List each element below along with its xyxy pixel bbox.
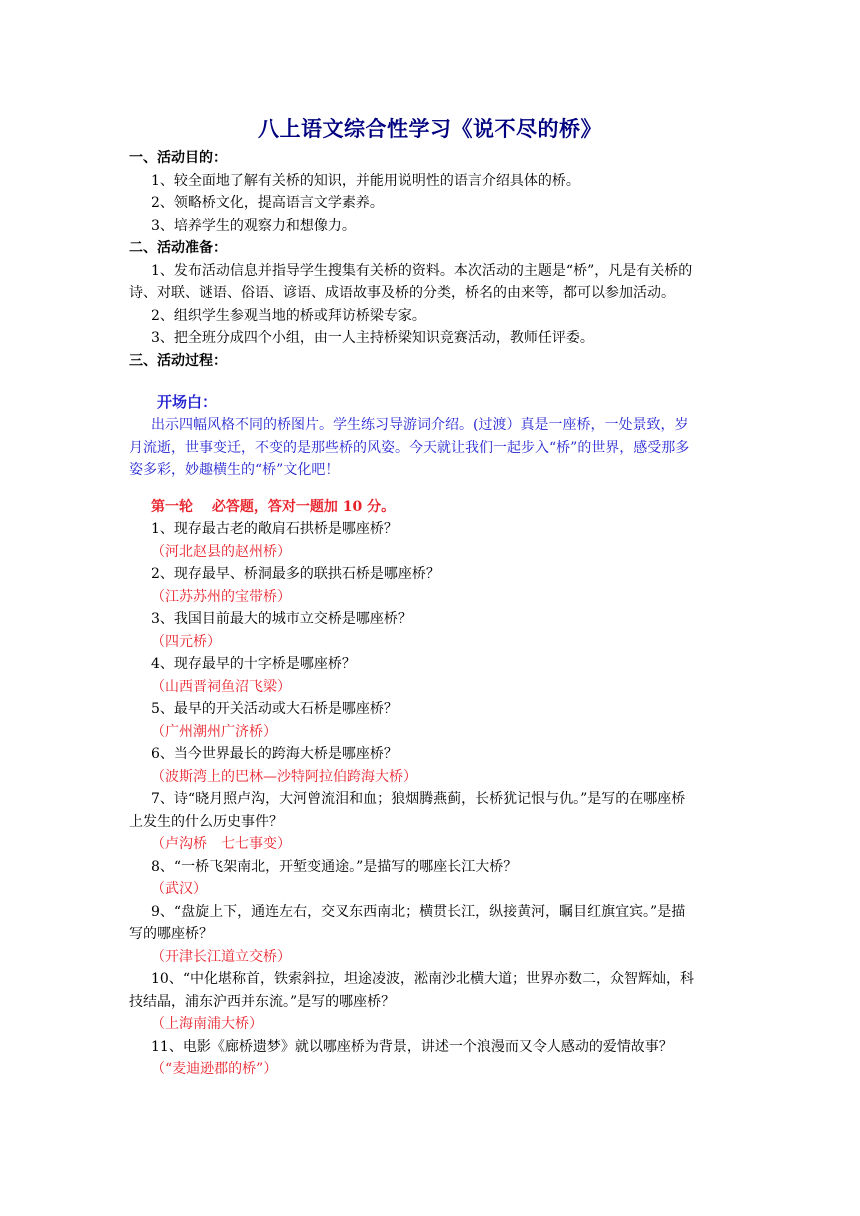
opening-heading: 开场白： xyxy=(157,393,218,411)
question: 9、“盘旋上下，通连左右，交叉东西南北；横贯长江，纵接黄河，瞩目红旗宜宾。”是描 xyxy=(151,903,686,920)
round-one-heading: 第一轮 必答题，答对一题加 10 分。 xyxy=(151,498,396,515)
answer: （卢沟桥 七七事变） xyxy=(151,836,291,852)
preparation-item-continued: 诗、对联、谜语、俗语、谚语、成语故事及桥的分类，桥名的由来等，都可以参加活动。 xyxy=(129,285,675,301)
section-heading-purpose: 一、活动目的： xyxy=(129,150,227,166)
opening-line: 姿多彩，妙趣横生的“桥”文化吧！ xyxy=(129,462,340,478)
question: 2、现存最早、桥洞最多的联拱石桥是哪座桥？ xyxy=(151,566,440,582)
answer: （上海南浦大桥） xyxy=(151,1016,263,1032)
answer: （四元桥） xyxy=(151,633,221,650)
question: 3、我国目前最大的城市立交桥是哪座桥？ xyxy=(151,611,412,627)
answer: （开津长江道立交桥） xyxy=(151,948,291,965)
section-heading-process: 三、活动过程： xyxy=(129,352,227,369)
purpose-item: 1、较全面地了解有关桥的知识，并能用说明性的语言介绍具体的桥。 xyxy=(151,172,580,189)
question: 1、现存最古老的敞肩石拱桥是哪座桥？ xyxy=(151,521,398,537)
question: 5、最早的开关活动或大石桥是哪座桥？ xyxy=(151,701,398,717)
document-title: 八上语文综合性学习《说不尽的桥》 xyxy=(258,116,602,141)
opening-line: 月流逝，世事变迁，不变的是那些桥的风姿。今天就让我们一起步入“桥”的世界，感受那多 xyxy=(129,439,690,456)
question: 10、“中化堪称首，铁索斜拉，坦途凌波，淞南沙北横大道；世界亦数二，众智辉灿，科 xyxy=(151,971,694,987)
document-body xyxy=(129,147,732,1081)
spacer xyxy=(129,482,732,496)
section-heading-preparation: 二、活动准备： xyxy=(129,240,227,256)
purpose-item: 2、领略桥文化，提高语言文学素养。 xyxy=(151,195,384,211)
answer: （武汉） xyxy=(151,881,207,897)
preparation-item: 3、把全班分成四个小组，由一人主持桥梁知识竞赛活动，教师任评委。 xyxy=(151,330,594,346)
question: 8、“一桥飞架南北，开堑变通途。”是描写的哪座长江大桥？ xyxy=(151,858,518,875)
preparation-item: 2、组织学生参观当地的桥或拜访桥梁专家。 xyxy=(151,307,426,324)
preparation-item: 1、发布活动信息并指导学生搜集有关桥的资料。本次活动的主题是“桥”，凡是有关桥的 xyxy=(151,262,693,279)
question: 4、现存最早的十字桥是哪座桥？ xyxy=(151,656,356,672)
purpose-item: 3、培养学生的观察力和想像力。 xyxy=(151,217,356,234)
spacer xyxy=(129,372,732,390)
opening-line: 出示四幅风格不同的桥图片。学生练习导游词介绍。(过渡）真是一座桥，一处景致，岁 xyxy=(151,417,689,433)
answer: （山西晋祠鱼沼飞梁） xyxy=(151,678,291,695)
answer: （广州潮州广济桥） xyxy=(151,723,277,740)
answer: （江苏苏州的宝带桥） xyxy=(151,588,291,605)
answer: （“麦迪逊郡的桥”） xyxy=(151,1061,278,1077)
question-continued: 写的哪座桥？ xyxy=(129,926,213,942)
question: 6、当今世界最长的跨海大桥是哪座桥？ xyxy=(151,746,398,762)
question: 7、诗“晓月照卢沟，大河曾流泪和血；狼烟腾燕蓟，长桥犹记恨与仇。”是写的在哪座桥 xyxy=(151,791,686,807)
answer: （波斯湾上的巴林—沙特阿拉伯跨海大桥） xyxy=(151,768,417,785)
question-continued: 技结晶，浦东沪西并东流。”是写的哪座桥？ xyxy=(129,993,396,1010)
question: 11、电影《廊桥遗梦》就以哪座桥为背景，讲述一个浪漫而又令人感动的爱情故事？ xyxy=(151,1038,673,1055)
answer: （河北赵县的赵州桥） xyxy=(151,543,291,560)
question-continued: 上发生的什么历史事件？ xyxy=(129,813,283,830)
